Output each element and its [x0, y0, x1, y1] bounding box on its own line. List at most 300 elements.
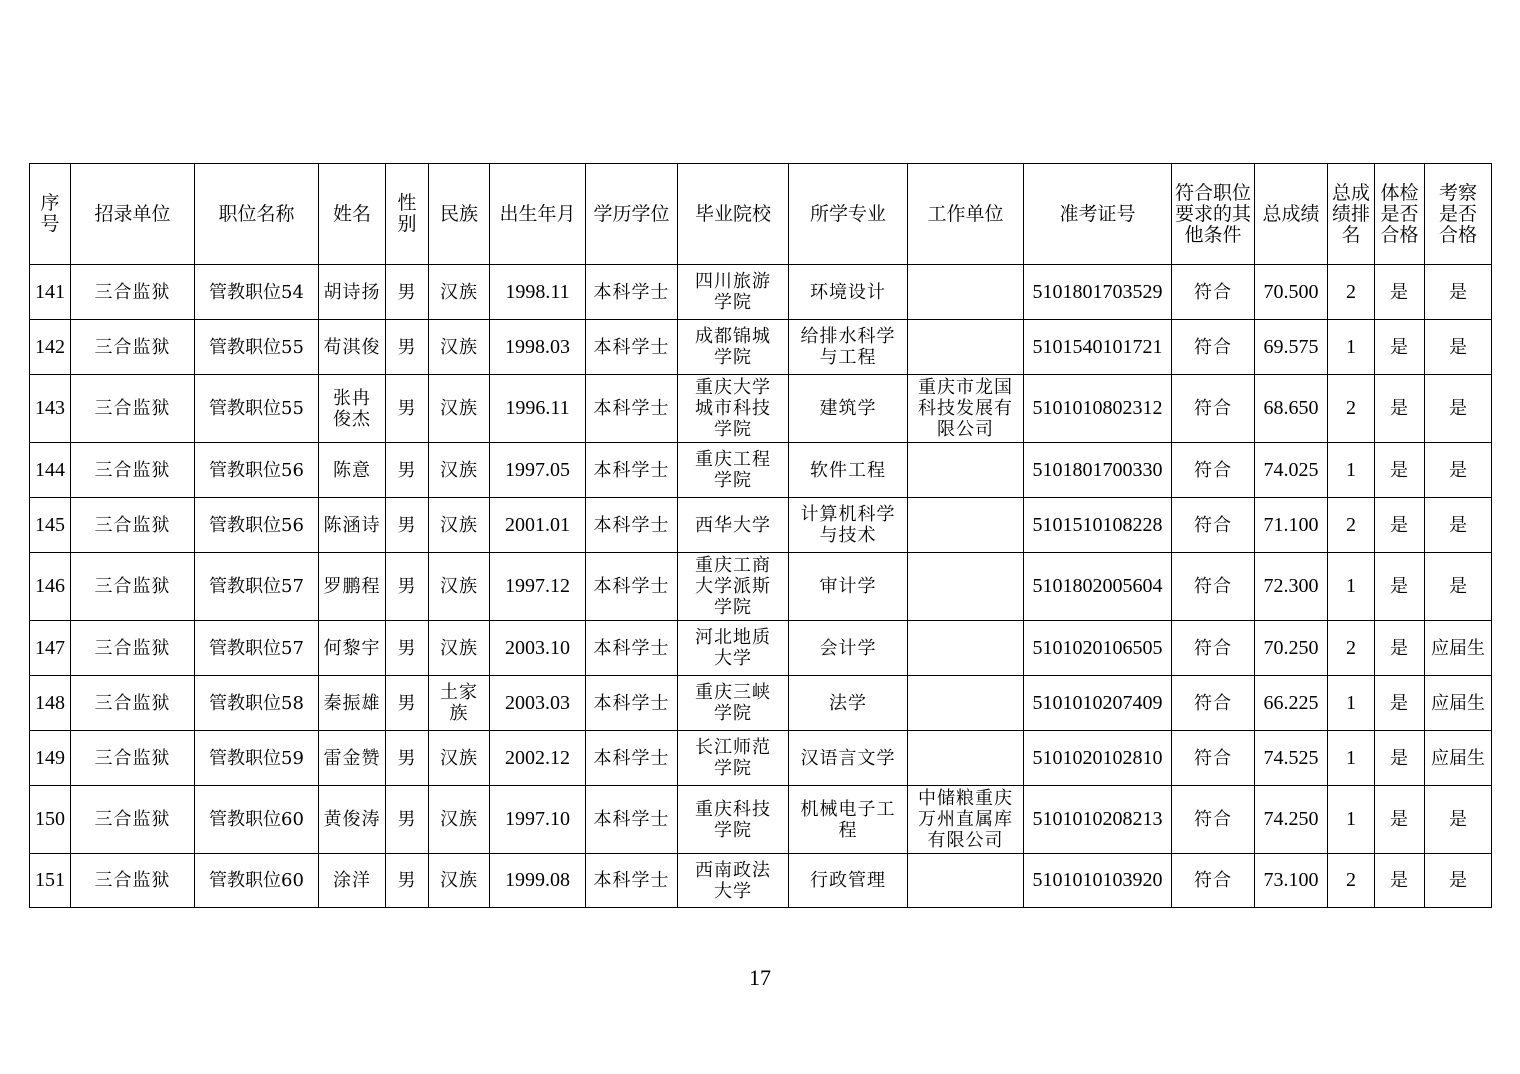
- cell-employer: [908, 553, 1024, 621]
- cell-major: [789, 676, 908, 731]
- cell-text: 男: [397, 870, 417, 891]
- header-other-conditions: 符合职位要求的其他条件: [1172, 164, 1255, 265]
- cell-inspection: [1425, 553, 1492, 621]
- cell-gender: [386, 320, 429, 375]
- cell-text: 管教职位55: [209, 336, 304, 358]
- header-school: 毕业院校: [678, 164, 789, 265]
- cell-text: 2: [1346, 869, 1356, 891]
- cell-seq: [30, 786, 71, 854]
- cell-gender: [386, 854, 429, 908]
- cell-text: 74.525: [1263, 746, 1319, 769]
- cell-text: 管教职位55: [209, 398, 304, 419]
- cell-text: 是: [1390, 398, 1409, 419]
- cell-text: 5101801703529: [1032, 280, 1163, 303]
- table-row: [30, 443, 1492, 498]
- cell-text: 汉族: [440, 747, 478, 769]
- cell-text: 是: [1390, 514, 1409, 536]
- cell-exam-id: [1024, 498, 1172, 553]
- cell-name: [319, 731, 386, 786]
- cell-text: 重庆工商大学派斯学院: [695, 555, 771, 618]
- cell-text: 145: [35, 513, 65, 536]
- cell-degree: [586, 320, 678, 375]
- cell-text: 罗鹏程: [323, 576, 381, 597]
- cell-text: 计算机科学与技术: [800, 504, 896, 546]
- cell-text: 秦振雄: [323, 692, 381, 714]
- cell-text: 1: [1346, 458, 1356, 481]
- cell-name: [319, 375, 386, 443]
- cell-text: 应届生: [1431, 637, 1485, 659]
- cell-text: 审计学: [819, 576, 877, 597]
- cell-text: 管教职位60: [209, 870, 304, 891]
- cell-exam-id: [1024, 854, 1172, 908]
- cell-gender: [386, 553, 429, 621]
- cell-text: 管教职位57: [209, 637, 304, 659]
- header-gender: 性别: [386, 164, 429, 265]
- cell-text: 149: [35, 746, 65, 769]
- cell-text: 本科学士: [593, 637, 670, 659]
- cell-degree: [586, 854, 678, 908]
- cell-text: 黄俊涛: [323, 809, 381, 830]
- cell-text: 是: [1390, 747, 1409, 769]
- cell-birth: [490, 265, 586, 320]
- cell-text: 西华大学: [695, 514, 771, 536]
- cell-text: 三合监狱: [94, 514, 171, 536]
- cell-text: 符合: [1194, 459, 1232, 481]
- cell-text: 1999.08: [505, 869, 570, 891]
- cell-inspection: [1425, 676, 1492, 731]
- cell-conditions: [1172, 786, 1255, 854]
- cell-employer: [908, 375, 1024, 443]
- cell-medical: [1375, 786, 1425, 854]
- cell-inspection: [1425, 854, 1492, 908]
- cell-ethnicity: [429, 786, 490, 854]
- cell-text: 1997.10: [505, 808, 570, 830]
- cell-name: [319, 498, 386, 553]
- cell-birth: [490, 854, 586, 908]
- cell-text: 是: [1390, 459, 1409, 481]
- cell-text: 符合: [1194, 747, 1232, 769]
- recruitment-results-table: [29, 163, 1492, 908]
- cell-text: 1998.11: [505, 280, 570, 303]
- cell-text: 本科学士: [593, 459, 670, 481]
- cell-text: 符合: [1194, 281, 1232, 303]
- cell-text: 符合: [1194, 514, 1232, 536]
- cell-medical: [1375, 320, 1425, 375]
- cell-medical: [1375, 375, 1425, 443]
- cell-text: 2: [1346, 636, 1356, 659]
- cell-birth: [490, 786, 586, 854]
- cell-text: 男: [397, 747, 417, 769]
- cell-medical: [1375, 553, 1425, 621]
- cell-major: [789, 786, 908, 854]
- cell-text: 1: [1346, 691, 1356, 714]
- cell-text: 重庆大学城市科技学院: [695, 377, 771, 440]
- table-row: [30, 621, 1492, 676]
- cell-text: 西南政法大学: [695, 859, 771, 902]
- cell-conditions: [1172, 498, 1255, 553]
- cell-text: 给排水科学与工程: [800, 326, 896, 368]
- cell-text: 陈涵诗: [323, 514, 381, 536]
- cell-seq: [30, 498, 71, 553]
- cell-unit: [71, 731, 195, 786]
- cell-position: [195, 854, 319, 908]
- table-row: [30, 320, 1492, 375]
- cell-school: [678, 553, 789, 621]
- cell-text: 5101010207409: [1032, 691, 1163, 714]
- cell-exam-id: [1024, 621, 1172, 676]
- cell-unit: [71, 320, 195, 375]
- cell-unit: [71, 621, 195, 676]
- cell-seq: [30, 265, 71, 320]
- cell-conditions: [1172, 854, 1255, 908]
- cell-text: 汉族: [440, 576, 478, 597]
- cell-position: [195, 443, 319, 498]
- cell-text: 是: [1449, 281, 1467, 303]
- cell-employer: [908, 320, 1024, 375]
- cell-gender: [386, 731, 429, 786]
- cell-medical: [1375, 621, 1425, 676]
- cell-birth: [490, 443, 586, 498]
- page-number: 17: [749, 965, 771, 990]
- cell-gender: [386, 621, 429, 676]
- cell-text: 男: [397, 576, 417, 597]
- header-total-score: 总成绩: [1255, 164, 1328, 265]
- cell-major: [789, 553, 908, 621]
- cell-text: 胡诗扬: [323, 281, 381, 303]
- cell-total-score: [1255, 854, 1328, 908]
- cell-conditions: [1172, 621, 1255, 676]
- cell-position: [195, 553, 319, 621]
- cell-ethnicity: [429, 498, 490, 553]
- cell-text: 2: [1346, 513, 1356, 536]
- cell-exam-id: [1024, 265, 1172, 320]
- cell-text: 机械电子工程: [800, 798, 896, 841]
- cell-name: [319, 621, 386, 676]
- cell-total-score: [1255, 676, 1328, 731]
- cell-degree: [586, 265, 678, 320]
- cell-text: 管教职位60: [209, 809, 304, 830]
- table-row: [30, 498, 1492, 553]
- table-row: [30, 786, 1492, 854]
- cell-employer: [908, 676, 1024, 731]
- cell-position: [195, 375, 319, 443]
- cell-unit: [71, 443, 195, 498]
- cell-text: 1996.11: [505, 397, 570, 419]
- cell-position: [195, 265, 319, 320]
- cell-text: 5101020102810: [1032, 746, 1163, 769]
- cell-employer: [908, 621, 1024, 676]
- cell-name: [319, 854, 386, 908]
- cell-employer: [908, 265, 1024, 320]
- cell-seq: [30, 375, 71, 443]
- cell-text: 5101802005604: [1032, 575, 1163, 597]
- cell-name: [319, 320, 386, 375]
- cell-exam-id: [1024, 676, 1172, 731]
- cell-text: 5101801700330: [1032, 458, 1163, 481]
- cell-conditions: [1172, 265, 1255, 320]
- cell-total-score: [1255, 265, 1328, 320]
- cell-gender: [386, 443, 429, 498]
- cell-degree: [586, 553, 678, 621]
- cell-employer: [908, 498, 1024, 553]
- cell-rank: [1328, 443, 1375, 498]
- cell-text: 三合监狱: [94, 398, 171, 419]
- cell-text: 是: [1390, 336, 1409, 358]
- cell-name: [319, 265, 386, 320]
- cell-inspection: [1425, 731, 1492, 786]
- cell-major: [789, 443, 908, 498]
- cell-text: 男: [397, 398, 417, 419]
- cell-text: 男: [397, 514, 417, 536]
- cell-text: 会计学: [819, 637, 877, 659]
- cell-unit: [71, 375, 195, 443]
- cell-major: [789, 731, 908, 786]
- cell-rank: [1328, 265, 1375, 320]
- cell-text: 符合: [1194, 809, 1232, 830]
- cell-unit: [71, 498, 195, 553]
- cell-conditions: [1172, 731, 1255, 786]
- cell-major: [789, 621, 908, 676]
- cell-total-score: [1255, 621, 1328, 676]
- cell-text: 73.100: [1263, 869, 1319, 891]
- cell-medical: [1375, 731, 1425, 786]
- cell-rank: [1328, 498, 1375, 553]
- cell-position: [195, 320, 319, 375]
- cell-school: [678, 320, 789, 375]
- header-inspection: 考察是否合格: [1425, 164, 1492, 265]
- cell-degree: [586, 786, 678, 854]
- cell-seq: [30, 553, 71, 621]
- cell-text: 男: [397, 692, 417, 714]
- cell-text: 151: [35, 869, 65, 891]
- cell-text: 三合监狱: [94, 576, 171, 597]
- cell-school: [678, 443, 789, 498]
- cell-text: 三合监狱: [94, 870, 171, 891]
- cell-text: 汉族: [440, 398, 478, 419]
- cell-rank: [1328, 621, 1375, 676]
- cell-text: 是: [1390, 870, 1409, 891]
- cell-text: 管教职位57: [209, 576, 304, 597]
- cell-text: 是: [1449, 809, 1467, 830]
- cell-text: 重庆科技学院: [695, 798, 771, 841]
- cell-ethnicity: [429, 375, 490, 443]
- cell-rank: [1328, 731, 1375, 786]
- cell-text: 中储粮重庆万州直属库有限公司: [918, 788, 1013, 851]
- cell-position: [195, 621, 319, 676]
- cell-text: 雷金赞: [323, 747, 381, 769]
- cell-text: 软件工程: [810, 459, 886, 481]
- cell-degree: [586, 621, 678, 676]
- cell-inspection: [1425, 375, 1492, 443]
- cell-text: 汉族: [440, 870, 478, 891]
- cell-text: 是: [1390, 576, 1409, 597]
- cell-total-score: [1255, 498, 1328, 553]
- cell-text: 管教职位54: [209, 281, 304, 303]
- cell-text: 1: [1346, 808, 1356, 830]
- cell-text: 四川旅游学院: [695, 271, 771, 313]
- cell-text: 本科学士: [593, 809, 670, 830]
- cell-text: 68.650: [1263, 397, 1319, 419]
- cell-text: 是: [1390, 692, 1409, 714]
- cell-text: 本科学士: [593, 336, 670, 358]
- cell-text: 144: [35, 458, 65, 481]
- cell-position: [195, 786, 319, 854]
- cell-seq: [30, 676, 71, 731]
- cell-text: 2: [1346, 397, 1356, 419]
- cell-text: 是: [1449, 459, 1467, 481]
- cell-text: 管教职位56: [209, 459, 304, 481]
- cell-birth: [490, 676, 586, 731]
- cell-text: 142: [35, 335, 65, 358]
- cell-text: 管教职位59: [209, 747, 304, 769]
- cell-text: 三合监狱: [94, 637, 171, 659]
- header-medical: 体检是否合格: [1375, 164, 1425, 265]
- cell-inspection: [1425, 443, 1492, 498]
- cell-school: [678, 854, 789, 908]
- cell-text: 符合: [1194, 637, 1232, 659]
- cell-text: 男: [397, 459, 417, 481]
- cell-text: 土家族: [440, 682, 478, 724]
- cell-rank: [1328, 676, 1375, 731]
- cell-total-score: [1255, 443, 1328, 498]
- cell-school: [678, 621, 789, 676]
- table-row: [30, 553, 1492, 621]
- cell-position: [195, 731, 319, 786]
- cell-text: 汉族: [440, 514, 478, 536]
- cell-name: [319, 676, 386, 731]
- cell-name: [319, 786, 386, 854]
- cell-text: 汉族: [440, 336, 478, 358]
- cell-seq: [30, 731, 71, 786]
- cell-text: 74.250: [1263, 808, 1319, 830]
- cell-text: 三合监狱: [94, 809, 171, 830]
- table-row: [30, 265, 1492, 320]
- cell-medical: [1375, 265, 1425, 320]
- cell-exam-id: [1024, 731, 1172, 786]
- cell-rank: [1328, 553, 1375, 621]
- cell-text: 陈意: [333, 459, 371, 481]
- cell-text: 符合: [1194, 336, 1232, 358]
- cell-text: 本科学士: [593, 281, 670, 303]
- cell-conditions: [1172, 375, 1255, 443]
- cell-inspection: [1425, 786, 1492, 854]
- cell-inspection: [1425, 320, 1492, 375]
- cell-total-score: [1255, 375, 1328, 443]
- cell-text: 1997.12: [505, 575, 570, 597]
- cell-text: 本科学士: [593, 692, 670, 714]
- cell-exam-id: [1024, 786, 1172, 854]
- cell-text: 146: [35, 575, 65, 597]
- cell-seq: [30, 854, 71, 908]
- cell-text: 66.225: [1263, 691, 1319, 714]
- cell-major: [789, 265, 908, 320]
- cell-conditions: [1172, 443, 1255, 498]
- header-exam-id: 准考证号: [1024, 164, 1172, 265]
- cell-text: 男: [397, 281, 417, 303]
- cell-unit: [71, 676, 195, 731]
- cell-text: 管教职位56: [209, 514, 304, 536]
- cell-text: 汉族: [440, 281, 478, 303]
- cell-text: 1: [1346, 746, 1356, 769]
- cell-text: 汉语言文学: [800, 747, 896, 769]
- cell-birth: [490, 498, 586, 553]
- cell-seq: [30, 443, 71, 498]
- cell-ethnicity: [429, 731, 490, 786]
- cell-text: 5101010103920: [1032, 869, 1163, 891]
- cell-major: [789, 854, 908, 908]
- cell-unit: [71, 265, 195, 320]
- cell-employer: [908, 731, 1024, 786]
- table-row: [30, 854, 1492, 908]
- cell-medical: [1375, 854, 1425, 908]
- cell-text: 2001.01: [505, 513, 570, 536]
- cell-text: 1997.05: [505, 458, 570, 481]
- header-employer: 工作单位: [908, 164, 1024, 265]
- header-unit: 招录单位: [71, 164, 195, 265]
- cell-text: 72.300: [1263, 575, 1319, 597]
- cell-employer: [908, 443, 1024, 498]
- cell-school: [678, 676, 789, 731]
- cell-text: 何黎宇: [323, 637, 381, 659]
- cell-major: [789, 498, 908, 553]
- cell-degree: [586, 498, 678, 553]
- cell-medical: [1375, 498, 1425, 553]
- cell-text: 5101010802312: [1032, 397, 1163, 419]
- cell-text: 汉族: [440, 809, 478, 830]
- cell-employer: [908, 854, 1024, 908]
- cell-position: [195, 498, 319, 553]
- cell-unit: [71, 786, 195, 854]
- cell-conditions: [1172, 320, 1255, 375]
- cell-major: [789, 320, 908, 375]
- cell-rank: [1328, 320, 1375, 375]
- cell-text: 74.025: [1263, 458, 1319, 481]
- cell-position: [195, 676, 319, 731]
- cell-birth: [490, 375, 586, 443]
- cell-text: 5101020106505: [1032, 636, 1163, 659]
- cell-name: [319, 553, 386, 621]
- cell-school: [678, 265, 789, 320]
- cell-text: 三合监狱: [94, 336, 171, 358]
- cell-rank: [1328, 786, 1375, 854]
- cell-birth: [490, 553, 586, 621]
- cell-school: [678, 786, 789, 854]
- cell-text: 本科学士: [593, 870, 670, 891]
- cell-text: 是: [1449, 398, 1467, 419]
- cell-ethnicity: [429, 553, 490, 621]
- header-ethnicity: 民族: [429, 164, 490, 265]
- cell-text: 涂洋: [333, 870, 371, 891]
- cell-text: 是: [1449, 576, 1467, 597]
- cell-text: 是: [1390, 281, 1409, 303]
- cell-degree: [586, 443, 678, 498]
- cell-text: 汉族: [440, 459, 478, 481]
- cell-inspection: [1425, 621, 1492, 676]
- cell-ethnicity: [429, 443, 490, 498]
- header-seq: 序号: [30, 164, 71, 265]
- cell-text: 5101010208213: [1032, 808, 1163, 830]
- cell-total-score: [1255, 320, 1328, 375]
- cell-text: 汉族: [440, 637, 478, 659]
- cell-text: 应届生: [1431, 692, 1485, 714]
- cell-exam-id: [1024, 375, 1172, 443]
- cell-degree: [586, 375, 678, 443]
- cell-text: 建筑学: [819, 398, 877, 419]
- cell-text: 符合: [1194, 692, 1232, 714]
- cell-text: 河北地质大学: [695, 627, 771, 669]
- cell-unit: [71, 553, 195, 621]
- cell-text: 2: [1346, 280, 1356, 303]
